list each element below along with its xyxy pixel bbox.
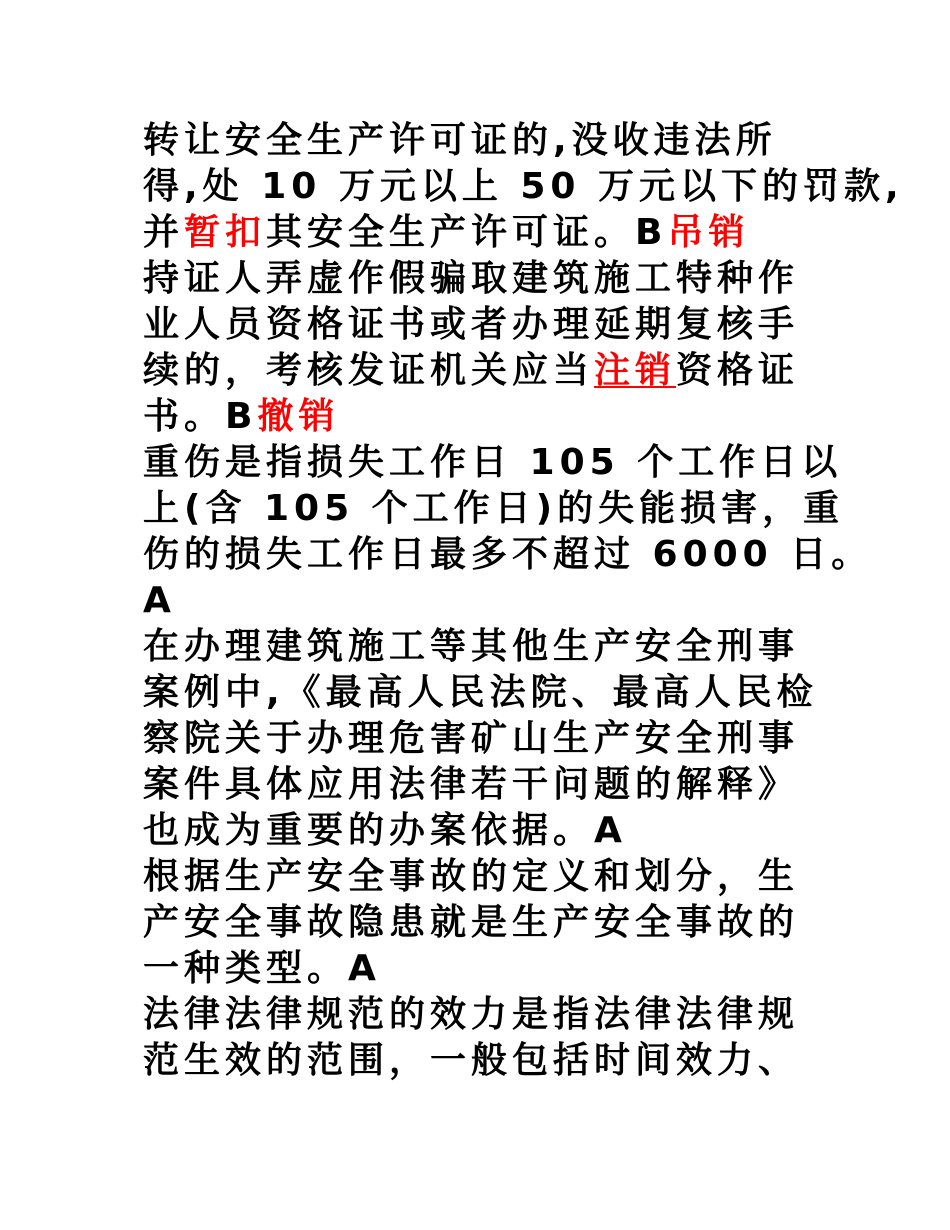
line-text: 其安全生产许可证。B [266, 212, 668, 253]
text-line [143, 210, 943, 256]
line-text: 上(含 105 个工作日)的失能损害，重 [143, 488, 845, 529]
line-text: 续的，考核发证机关应当 [143, 350, 595, 391]
text-line [143, 394, 943, 440]
line-text: 持证人弄虚作假骗取建筑施工特种作 [143, 258, 800, 299]
highlighted-underlined-term: 注销 [594, 350, 677, 391]
line-text: 得,处 10 万元以上 50 万元以下的罚款, [143, 166, 904, 207]
text-line [143, 486, 943, 532]
highlighted-term: 暂扣 [184, 212, 267, 253]
highlighted-answer: 吊销 [667, 212, 750, 253]
line-text: 根据生产安全事故的定义和划分，生 [143, 856, 800, 897]
text-line [143, 164, 943, 210]
text-line [143, 716, 943, 762]
line-text: 业人员资格证书或者办理延期复核手 [143, 304, 800, 345]
text-line [143, 946, 943, 992]
text-line [143, 256, 943, 302]
text-line [143, 302, 943, 348]
line-text: 书。B [143, 396, 258, 437]
line-text: 在办理建筑施工等其他生产安全刑事 [143, 626, 800, 667]
line-text: 转让安全生产许可证的,没收违法所 [143, 120, 777, 161]
line-text: 并 [143, 212, 185, 253]
text-line [143, 1038, 943, 1084]
line-text: 案件具体应用法律若干问题的解释》 [143, 764, 800, 805]
line-text: 法律法律规范的效力是指法律法律规 [143, 994, 800, 1035]
line-text: 重伤是指损失工作日 105 个工作日以 [143, 442, 843, 483]
text-line [143, 808, 943, 854]
text-line [143, 762, 943, 808]
text-line [143, 348, 943, 394]
line-text: 案例中,《最高人民法院、最高人民检 [143, 672, 818, 713]
text-line [143, 624, 943, 670]
line-text: 资格证 [676, 350, 800, 391]
line-text: 也成为重要的办案依据。A [143, 810, 627, 851]
text-line [143, 900, 943, 946]
line-text: 伤的损失工作日最多不超过 6000 日。 [143, 534, 873, 575]
line-text: 范生效的范围，一般包括时间效力、 [143, 1040, 800, 1081]
text-line [143, 578, 943, 624]
text-line [143, 532, 943, 578]
text-line [143, 854, 943, 900]
text-line [143, 118, 943, 164]
line-text: 察院关于办理危害矿山生产安全刑事 [143, 718, 800, 759]
text-line [143, 670, 943, 716]
line-text: 产安全事故隐患就是生产安全事故的 [143, 902, 800, 943]
answer-letter: A [143, 580, 176, 621]
line-text: 一种类型。A [143, 948, 381, 989]
highlighted-answer: 撤销 [257, 396, 340, 437]
text-line [143, 992, 943, 1038]
text-line [143, 440, 943, 486]
